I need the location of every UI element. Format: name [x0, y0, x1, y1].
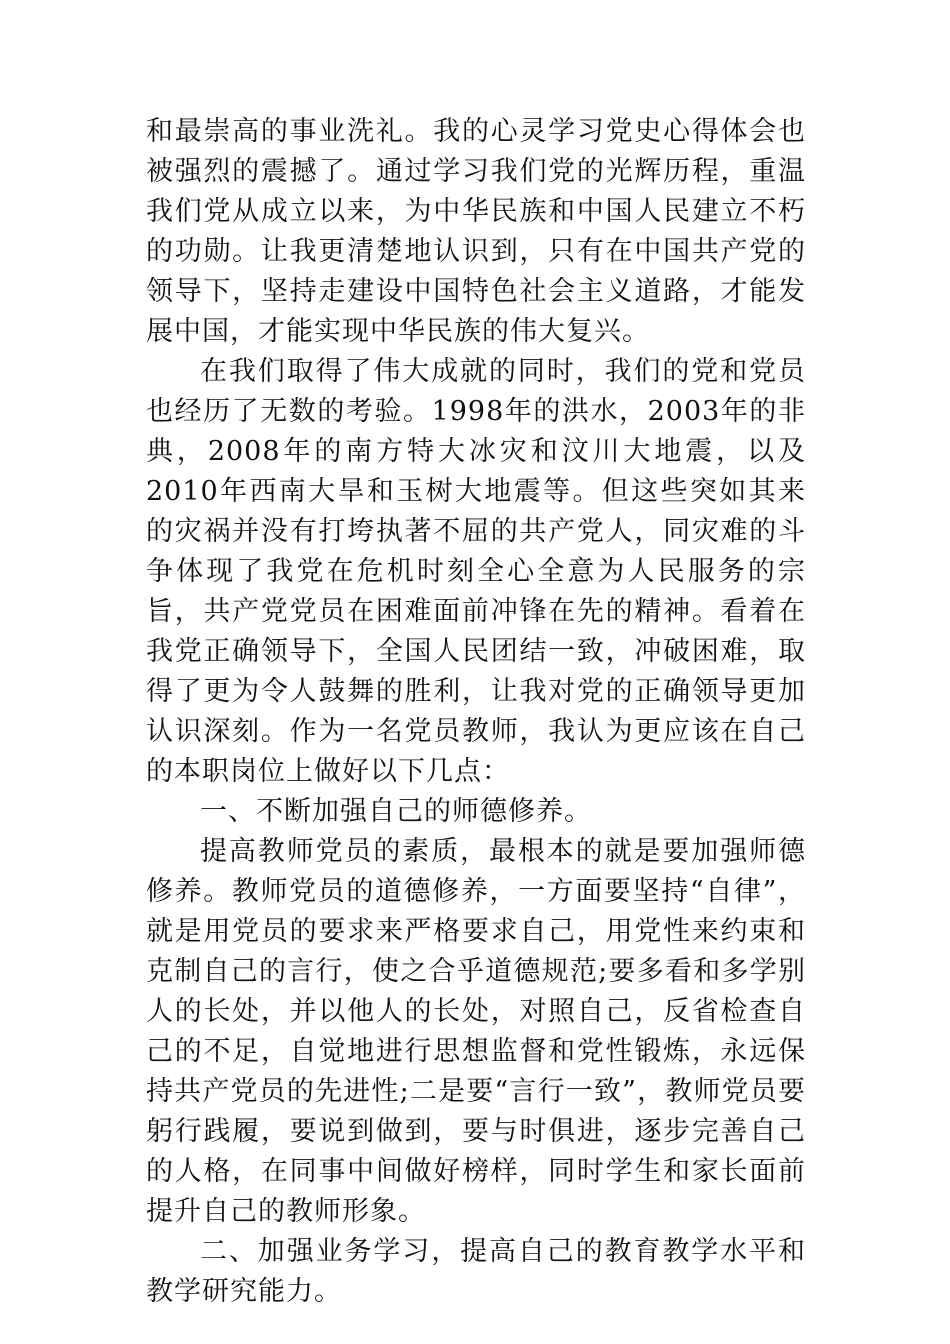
section-heading-one: 一、不断加强自己的师德修养。: [200, 796, 592, 827]
section-heading-two: 二、加强业务学习，提高自己的教育教学水平和教学研究能力。: [146, 1236, 806, 1307]
paragraph-continuation: 和最崇高的事业洗礼。我的心灵学习党史心得体会也被强烈的震撼了。通过学习我们党的光辉历程，重温我们党从成立以来，为中华民族和中国人民建立不朽的功勋。让我更清楚地认识到，只有在中国共产党的领导下，坚持走建设中国特色社会主义道路，才能发展中国，才能实现中华民族的伟大复兴。: [146, 116, 806, 347]
paragraph-ethics: 提高教师党员的素质，最根本的就是要加强师德修养。教师党员的道德修养，一方面要坚持“自律”，就是用党员的要求来严格要求自己，用党性来约束和克制自己的言行，使之合乎道德规范;要多看和多学别人的长处，并以他人的长处，对照自己，反省检查自己的不足，自觉地进行思想监督和党性锻炼，永远保持共产党员的先进性;二是要“言行一致”，教师党员要躬行践履，要说到做到，要与时俱进，逐步完善自己的人格，在同事中间做好榜样，同时学生和家长面前提升自己的教师形象。: [146, 836, 806, 1227]
paragraph-trials: 在我们取得了伟大成就的同时，我们的党和党员也经历了无数的考验。1998年的洪水，2003年的非典，2008年的南方特大冰灾和汶川大地震，以及2010年西南大旱和玉树大地震等。但这些突如其来的灾祸并没有打垮执著不屈的共产党人，同灾难的斗争体现了我党在危机时刻全心全意为人民服务的宗旨，共产党党员在困难面前冲锋在先的精神。看着在我党正确领导下，全国人民团结一致，冲破困难，取得了更为令人鼓舞的胜利，让我对党的正确领导更加认识深刻。作为一名党员教师，我认为更应该在自己的本职岗位上做好以下几点：: [146, 356, 806, 787]
document-body: [146, 112, 806, 1312]
